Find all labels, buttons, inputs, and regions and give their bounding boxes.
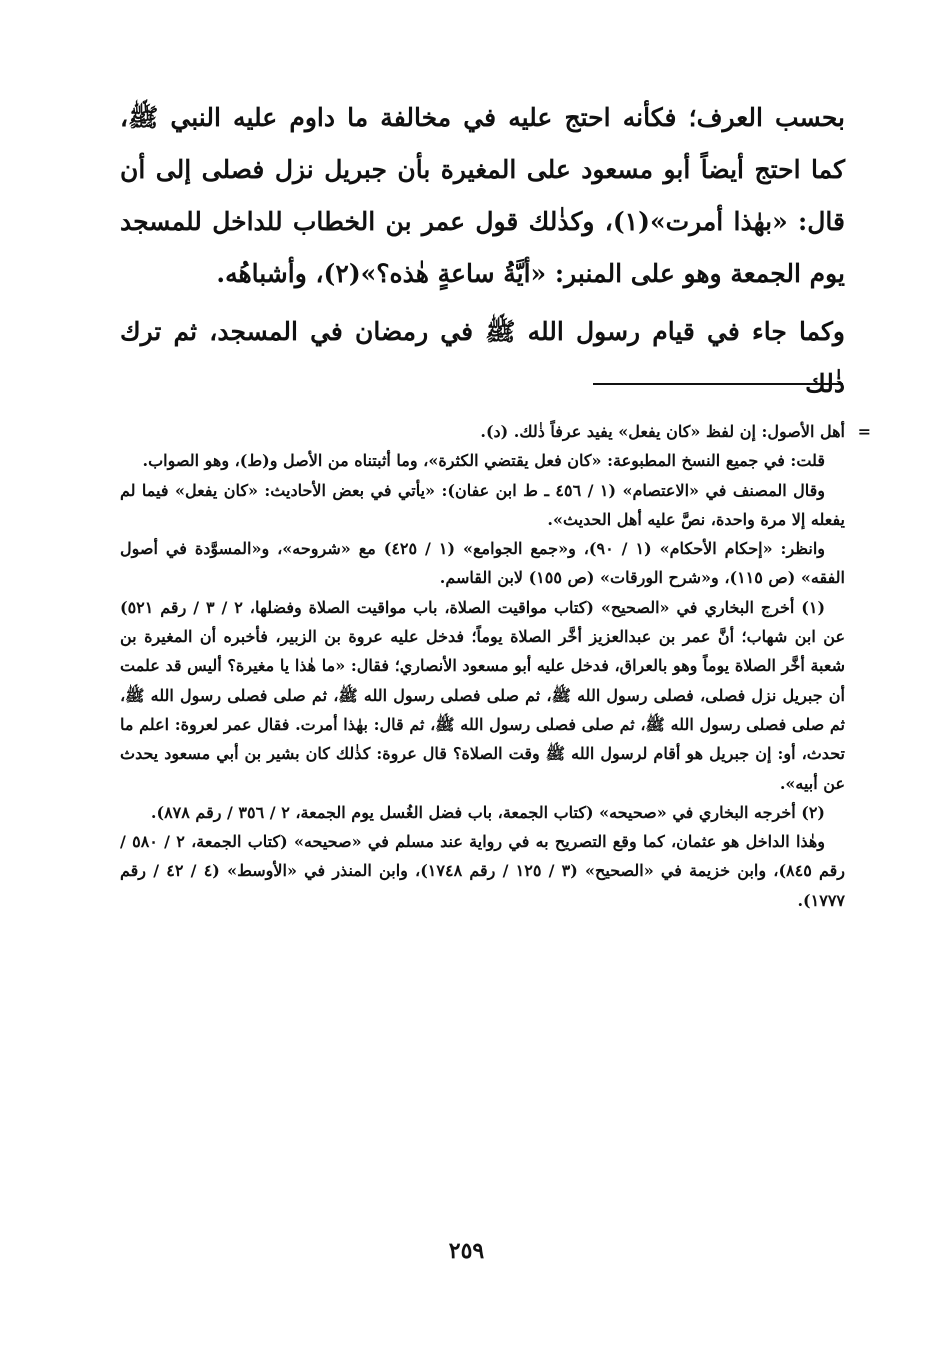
paragraph-text: بحسب العرف؛ فكأنه احتج عليه في مخالفة ما داوم عليه النبي ﷺ، كما احتج أيضاً أبو مسعود على المغيرة بأن جبريل نزل فصلى إلى أن قال: «بهٰذا أمرت»(١)، وكذٰلك قول عمر بن الخطاب للداخل للمسجد يوم الجمعة وهو على المنبر: «أيَّةُ ساعةٍ هٰذه؟»(٢)، وأشباهُه. bbox=[120, 103, 845, 288]
footnotes-section bbox=[120, 417, 871, 915]
continuation-mark: = bbox=[857, 422, 871, 441]
footnote-2-continuation: وهٰذا الداخل هو عثمان، كما وقع التصريح به في رواية عند مسلم في «صحيحه» (كتاب الجمعة، ٢ / ٥٨٠ / رقم ٨٤٥)، وابن خزيمة في «الصحيح» (٣ / ١٢٥ / رقم ١٧٤٨)، وابن المنذر في «الأوسط» (٤ / ٤٢ / رقم ١٧٧٧). bbox=[120, 832, 846, 910]
footnote-continued-line-3: وقال المصنف في «الاعتصام» (١ / ٤٥٦ ـ ط ابن عفان): «يأتي في بعض الأحاديث: «كان يفعل» فيما لم يفعله إلا مرة واحدة، نصَّ عليه أهل الحديث». bbox=[120, 480, 845, 529]
main-text-paragraph-1 bbox=[120, 92, 845, 300]
paragraph-text: وكما جاء في قيام رسول الله ﷺ في رمضان في المسجد، ثم ترك ذٰلك bbox=[120, 317, 845, 398]
footnote-continued-line-4: وانظر: «إحكام الأحكام» (١ / ٩٠)، و«جمع الجوامع» (١ / ٤٢٥) مع «شروحه»، و«المسوَّدة في أصول الفقه» (ص ١١٥)، و«شرح الورقات» (ص ١٥٥) لابن القاسم. bbox=[120, 539, 845, 588]
footnote-continued-line-2: قلت: في جميع النسخ المطبوعة: «كان فعل يقتضي الكثرة»، وما أثبتناه من الأصل و(ط)، وهو الصواب. bbox=[142, 451, 825, 471]
page-number: ٢٥٩ bbox=[448, 1238, 485, 1264]
footnote-continued-line-1: أهل الأصول: إن لفظ «كان يفعل» يفيد عرفاً ذٰلك. (د). bbox=[480, 422, 845, 441]
main-text-paragraph-2 bbox=[120, 306, 845, 410]
footnote-1: (١) أخرج البخاري في «الصحيح» (كتاب مواقيت الصلاة، باب مواقيت الصلاة وفضلها، ٢ / ٣ / رقم ٥٢١) عن ابن شهاب؛ أنَّ عمر بن عبدالعزيز أخَّر الصلاة يوماً؛ فدخل عليه عروة بن الزبير، فأخبره أن المغيرة بن شعبة أخَّر الصلاة يوماً وهو بالعراق، فدخل عليه أبو مسعود الأنصاري؛ فقال: «ما هٰذا يا مغيرة؟ أليس قد علمت أن جبريل نزل فصلى، فصلى رسول الله ﷺ، ثم صلى فصلى رسول الله ﷺ، ثم صلى فصلى رسول الله ﷺ، ثم صلى فصلى رسول الله ﷺ، ثم صلى فصلى رسول الله ﷺ، ثم قال: بهٰذا أمرت. فقال عمر لعروة: اعلم ما تحدث، أو: إن جبريل هو أقام لرسول الله ﷺ وقت الصلاة؟ قال عروة: كذٰلك كان بشير بن أبي مسعود يحدث عن أبيه». bbox=[120, 597, 845, 793]
footnote-2: (٢) أخرجه البخاري في «صحيحه» (كتاب الجمعة، باب فضل الغُسل يوم الجمعة، ٢ / ٣٥٦ / رقم ٨٧٨). bbox=[150, 802, 825, 822]
footnote-separator bbox=[593, 383, 843, 385]
